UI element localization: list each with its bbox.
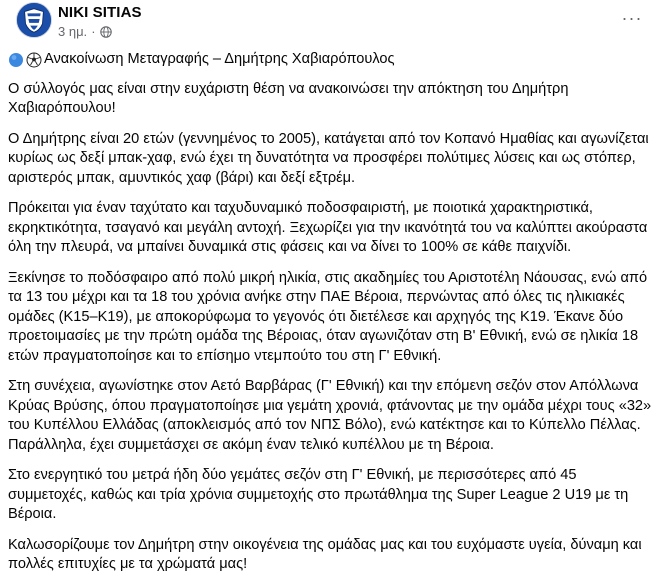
post-meta (58, 24, 112, 39)
post-title: Ανακοίνωση Μεταγραφής – Δημήτρης Χαβιαρόπουλος (44, 51, 395, 67)
more-horizontal-icon: ··· (621, 7, 643, 28)
meta-separator: · (91, 24, 96, 39)
post-paragraph: Καλωσορίζουμε τον Δημήτρη στην οικογένεια της ομάδας μας και του ευχόμαστε υγεία, δύναμη και πολλές επιτυχίες με τα χρώματά μας! (8, 536, 642, 572)
page-avatar[interactable] (16, 2, 52, 38)
post-title-line (8, 50, 654, 70)
post-paragraph: Ξεκίνησε το ποδόσφαιρο από πολύ μικρή ηλικία, στις ακαδημίες του Αριστοτέλη Νάουσας, ενώ από τα 13 του μέχρι και τα 18 του χρόνια ανήκε στην ΠΑΕ Βέροια, περνώντας από όλες τις ηλικιακές ομάδες (Κ15–Κ19), με αποκορύφωμα το γεγονός ότι διετέλεσε και αρχηγός της Κ19. Έκανε δύο προετοιμασίες με την πρώτη ομάδα της Βέροιας, όταν αγωνιζόταν στη Β' Εθνική, ενώ σε ηλικία 18 ετών πραγματοποίησε και το επίσημο ντεμπούτο του στη Γ' Εθνική. (8, 269, 648, 364)
globe-icon (100, 26, 112, 38)
post-header (8, 0, 661, 44)
post-paragraph: Ο σύλλογός μας είναι στην ευχάριστη θέση να ανακοινώσει την απόκτηση του Δημήτρη Χαβιαρόπουλου! (8, 80, 569, 116)
post-paragraph: Στο ενεργητικό του μετρά ήδη δύο γεμάτες σεζόν στη Γ' Εθνική, με περισσότερες από 45 συμμετοχές, καθώς και τρία χρόνια συμμετοχής στο πρωτάθλημα της Super League 2 U19 με τη Βέροια. (8, 467, 629, 522)
post-paragraph: Ο Δημήτρης είναι 20 ετών (γεννημένος το 2005), κατάγεται από τον Κοπανό Ημαθίας και αγωνίζεται κυρίως ως δεξί μπακ-χαφ, ενώ έχει τη δυνατότητα να προσφέρει πολύτιμες λύσεις και ως στόπερ, αριστερός μπακ, αμυντικός χαφ (βάρι) και δεξί εξτρέμ. (8, 130, 649, 186)
post-paragraph: Πρόκειται για έναν ταχύτατο και ταχυδυναμικό ποδοσφαιριστή, με ποιοτικά χαρακτηριστικά, εκρηκτικότητα, τσαγανό και μεγάλη αντοχή. Ξεχωρίζει για την ικανότητά του να καλύπτει ακούραστα όλη την πλευρά, να μπαίνει δυναμικά στις φάσεις και να δίνει το 100% σε κάθε παιχνίδι. (8, 200, 648, 255)
post-message (8, 50, 654, 584)
page-name-link[interactable]: NIKI SITIAS (58, 4, 142, 21)
club-crest-icon (17, 3, 51, 37)
blue-circle-icon (8, 52, 24, 68)
more-options-button[interactable] (617, 6, 647, 30)
post-paragraph: Στη συνέχεια, αγωνίστηκε στον Αετό Βαρβάρας (Γ' Εθνική) και την επόμενη σεζόν στον Απόλλωνα Κρύας Βρύσης, όπου πραγματοποίησε μια γεμάτη χρονιά, φτάνοντας με την ομάδα μέχρι τους «32» του Κυπέλλου Ελλάδας (αποκλεισμός από τον ΝΠΣ Βόλο), ενώ κατέκτησε και το Κύπελλο Πέλλας. Παράλληλα, έχει συμμετάσχει σε ακόμη έναν τελικό κυπέλλου με τη Βέροια. (8, 378, 652, 453)
post-timestamp[interactable]: 3 ημ. (58, 24, 88, 39)
soccer-ball-icon (26, 52, 42, 68)
